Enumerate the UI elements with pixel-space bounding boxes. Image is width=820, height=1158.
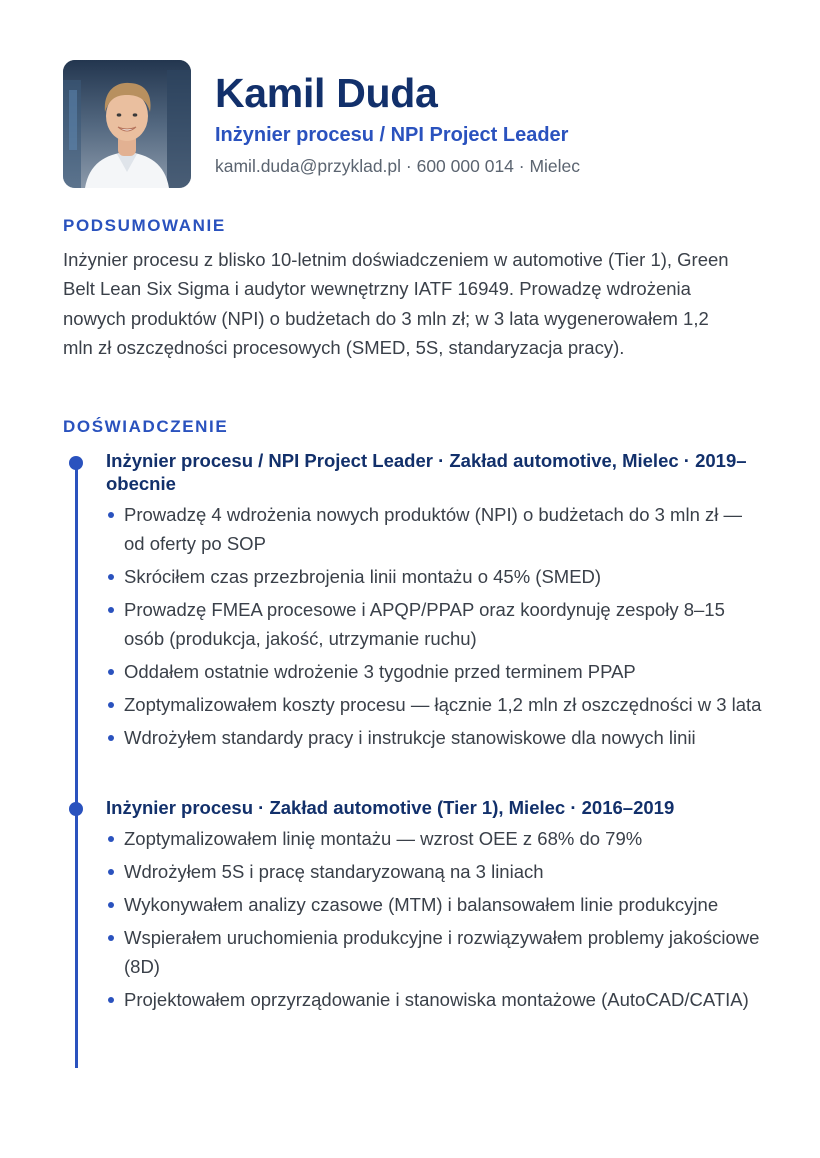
- cv-header: [63, 60, 763, 190]
- job-bullets: [106, 824, 766, 1014]
- experience-heading: DOŚWIADCZENIE: [63, 417, 229, 436]
- job-entry: [106, 449, 766, 756]
- list-item: Projektowałem oprzyrządowanie i stanowiska montażowe (AutoCAD/CATIA): [106, 985, 766, 1014]
- job-bullets: [106, 500, 766, 752]
- job-title: Inżynier procesu · Zakład automotive (Tier 1), Mielec · 2016–2019: [106, 797, 675, 818]
- timeline-dot: [69, 802, 83, 816]
- list-item: Wykonywałem analizy czasowe (MTM) i balansowałem linie produkcyjne: [106, 890, 766, 919]
- list-item: Wdrożyłem standardy pracy i instrukcje stanowiskowe dla nowych linii: [106, 723, 766, 752]
- list-item: Prowadzę 4 wdrożenia nowych produktów (NPI) o budżetach do 3 mln zł — od oferty po SOP: [106, 500, 766, 558]
- profile-photo: [63, 60, 191, 188]
- list-item: Wspierałem uruchomienia produkcyjne i rozwiązywałem problemy jakościowe (8D): [106, 923, 766, 981]
- list-item: Skróciłem czas przezbrojenia linii montażu o 45% (SMED): [106, 562, 766, 591]
- candidate-role: Inżynier procesu / NPI Project Leader: [215, 124, 569, 146]
- list-item: Prowadzę FMEA procesowe i APQP/PPAP oraz koordynuję zespoły 8–15 osób (produkcja, jakość, utrzymanie ruchu): [106, 595, 766, 653]
- contact-line: kamil.duda@przyklad.pl · 600 000 014 · Mielec: [215, 156, 581, 176]
- summary-text: Inżynier procesu z blisko 10-letnim doświadczeniem w automotive (Tier 1), Green Belt Lean Six Sigma i audytor wewnętrzny IATF 16949. Prowadzę wdrożenia nowych produktów (NPI) o budżetach do 3 mln zł; w 3 lata wygenerowałem 1,2 mln zł oszczędności procesowych (SMED, 5S, standaryzacja pracy).: [63, 249, 729, 358]
- timeline-dot: [69, 456, 83, 470]
- job-entry: [106, 796, 766, 1018]
- summary-heading: PODSUMOWANIE: [63, 216, 226, 235]
- job-title: Inżynier procesu / NPI Project Leader · Zakład automotive, Mielec · 2019–obecnie: [106, 450, 747, 494]
- candidate-name: Kamil Duda: [215, 70, 438, 116]
- list-item: Zoptymalizowałem linię montażu — wzrost OEE z 68% do 79%: [106, 824, 766, 853]
- timeline-line: [75, 462, 78, 1068]
- list-item: Wdrożyłem 5S i pracę standaryzowaną na 3 liniach: [106, 857, 766, 886]
- list-item: Oddałem ostatnie wdrożenie 3 tygodnie przed terminem PPAP: [106, 657, 766, 686]
- person-photo-icon: [63, 60, 191, 188]
- list-item: Zoptymalizowałem koszty procesu — łącznie 1,2 mln zł oszczędności w 3 lata: [106, 690, 766, 719]
